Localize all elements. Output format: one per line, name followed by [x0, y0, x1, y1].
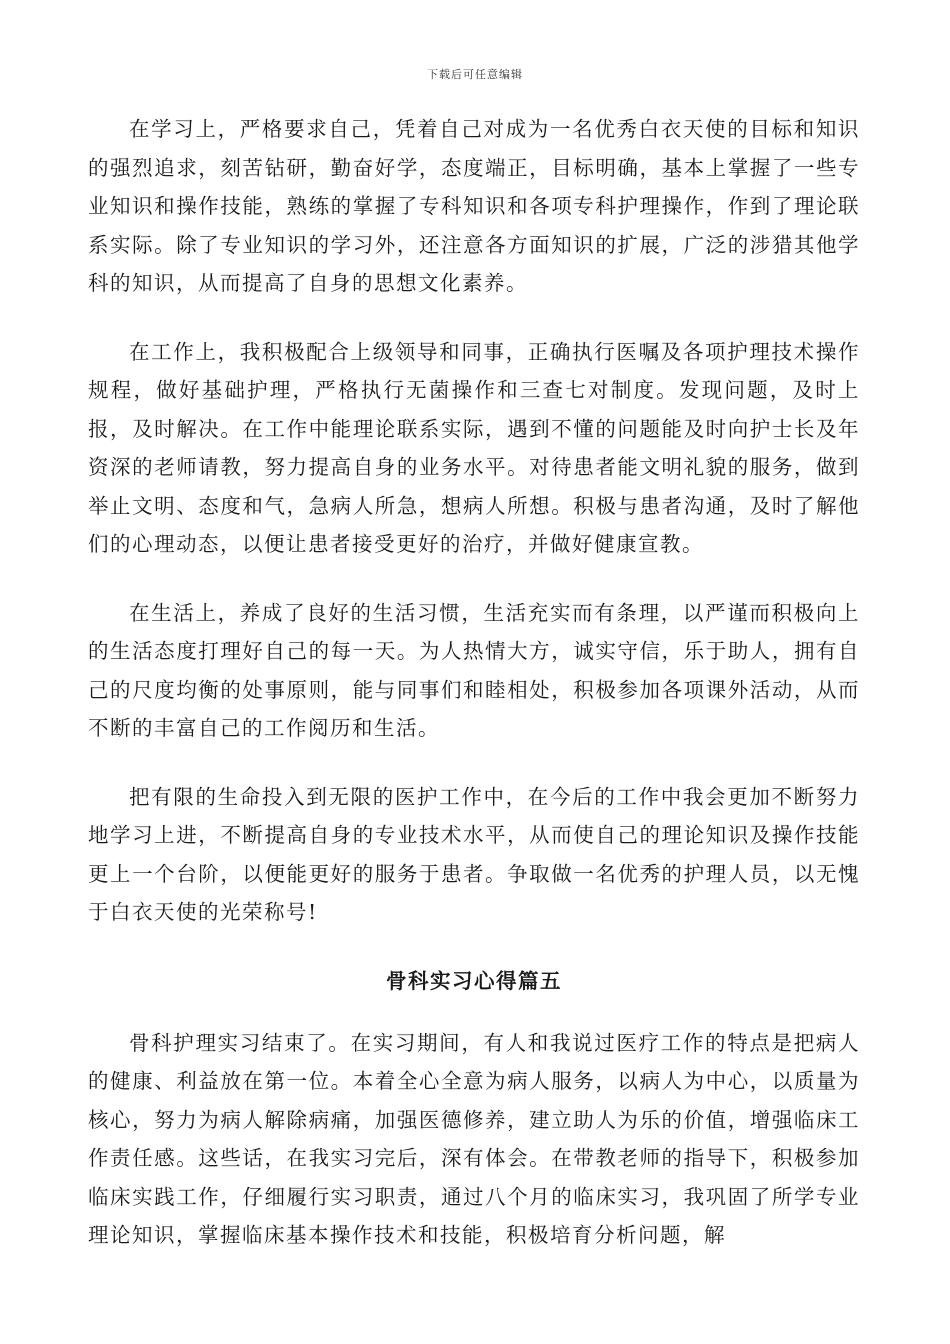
paragraph-section-five: 骨科护理实习结束了。在实习期间，有人和我说过医疗工作的特点是把病人的健康、利益放在第一位。本着全心全意为病人服务，以病人为中心，以质量为核心，努力为病人解除病痛，加强医德修养，建立助人为乐的价值，增强临床工作责任感。这些话，在我实习完后，深有体会。在带教老师的指导下，积极参加临床实践工作，仔细履行实习职责，通过八个月的临床实习，我巩固了所学专业理论知识，掌握临床基本操作技术和技能，积极培育分析问题，解 — [88, 1030, 860, 1247]
paragraph-study: 在学习上，严格要求自己，凭着自己对成为一名优秀白衣天使的目标和知识的强烈追求，刻苦钻研，勤奋好学，态度端正，目标明确，基本上掌握了一些专业知识和操作技能，熟练的掌握了专科知识和各项专科护理操作，作到了理论联系实际。除了专业知识的学习外，还注意各方面知识的扩展，广泛的涉猎其他学科的知识，从而提高了自身的思想文化素养。 — [88, 117, 860, 295]
document-body — [88, 110, 860, 1285]
section-heading: 骨科实习心得篇五 — [386, 968, 562, 993]
page-header-note: 下载后可任意编辑 — [427, 68, 523, 81]
paragraph-work: 在工作上，我积极配合上级领导和同事，正确执行医嘱及各项护理技术操作规程，做好基础护理，严格执行无菌操作和三查七对制度。发现问题，及时上报，及时解决。在工作中能理论联系实际，遇到不懂的问题能及时向护士长及年资深的老师请教，努力提高自身的业务水平。对待患者能文明礼貌的服务，做到举止文明、态度和气，急病人所急，想病人所想。积极与患者沟通，及时了解他们的心理动态，以便让患者接受更好的治疗，并做好健康宣教。 — [88, 339, 860, 556]
paragraph-life: 在生活上，养成了良好的生活习惯，生活充实而有条理，以严谨而积极向上的生活态度打理好自己的每一天。为人热情大方，诚实守信，乐于助人，拥有自己的尺度均衡的处事原则，能与同事们和睦相处，积极参加各项课外活动，从而不断的丰富自己的工作阅历和生活。 — [88, 600, 860, 740]
paragraph-conclusion: 把有限的生命投入到无限的医护工作中，在今后的工作中我会更加不断努力地学习上进，不断提高自身的专业技术水平，从而使自己的理论知识及操作技能更上一个台阶，以便能更好的服务于患者。争取做一名优秀的护理人员，以无愧于白衣天使的光荣称号! — [88, 784, 860, 924]
